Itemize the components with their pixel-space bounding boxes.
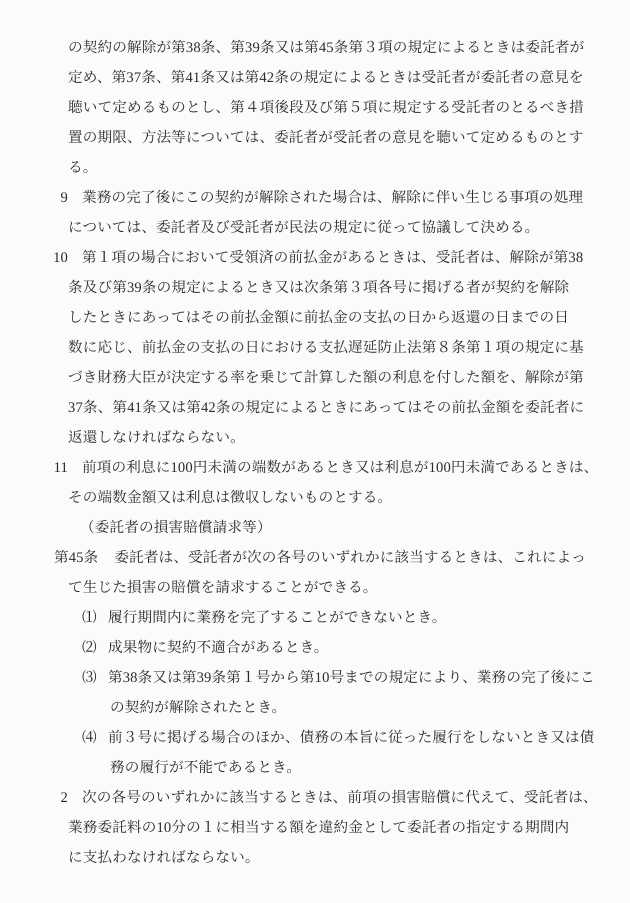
list-item xyxy=(40,633,570,663)
paragraph-text: 委託者は、受託者が次の各号のいずれかに該当するときは、これによっ xyxy=(114,550,587,566)
paragraph-number: 10 xyxy=(53,250,68,266)
paragraph-8-continuation xyxy=(40,33,585,183)
paragraph-text: 前項の利息に100円未満の端数があるとき又は利息が100円未満であるときは、 xyxy=(82,460,599,476)
item-text: 成果物に契約不適合があるとき。 xyxy=(108,640,329,656)
text-line: づき財務大臣が決定する率を乗じて計算した額の利息を付した額を、解除が第 xyxy=(68,370,584,386)
paragraph-text: 第１項の場合において受領済の前払金があるときは、受託者は、解除が第38 xyxy=(82,250,584,266)
text-line: については、委託者及び受託者が民法の規定に従って協議して決める。 xyxy=(68,220,540,236)
text-line xyxy=(40,783,598,813)
paragraph-number: 11 xyxy=(53,460,68,476)
text-line: る。 xyxy=(68,160,98,176)
list-item xyxy=(40,663,595,693)
text-line: 定め、第37条、第41条又は第42条の規定によるときは受託者が委託者の意見を xyxy=(68,70,584,86)
item-marker: ⑵ xyxy=(82,640,97,656)
text-line xyxy=(40,543,587,573)
paragraph-11 xyxy=(40,453,599,513)
text-line: 37条、第41条又は第42条の規定によるときにあってはその前払金額を委託者に xyxy=(68,400,585,416)
article-45 xyxy=(40,513,598,873)
text-line: の契約の解除が第38条、第39条又は第45条第３項の規定によるときは委託者が xyxy=(68,40,585,56)
item-marker: ⑴ xyxy=(82,610,97,626)
paragraph-text: 業務の完了後にこの契約が解除された場合は、解除に伴い生じる事項の処理 xyxy=(82,190,584,206)
text-line xyxy=(40,183,584,213)
item-marker: ⑶ xyxy=(82,670,97,686)
text-line: 置の期限、方法等については、委託者が受託者の意見を聴いて定めるものとす xyxy=(68,130,584,146)
text-line xyxy=(40,453,599,483)
text-line: て生じた損害の賠償を請求することができる。 xyxy=(68,580,378,596)
text-line: その端数金額又は利息は徴収しないものとする。 xyxy=(68,490,393,506)
item-text: 第38条又は第39条第１号から第10号までの規定により、業務の完了後にこ xyxy=(108,670,595,686)
text-line: 務の履行が不能であるとき。 xyxy=(110,760,302,776)
text-line: 条及び第39条の規定によるとき又は次条第３項各号に掲げる者が契約を解除 xyxy=(68,280,570,296)
text-line: 返還しなければならない。 xyxy=(68,430,245,446)
item-text: 前３号に掲げる場合のほか、債務の本旨に従った履行をしないとき又は債 xyxy=(108,730,595,746)
paragraph-number: 9 xyxy=(60,190,68,206)
item-marker: ⑷ xyxy=(82,730,97,746)
text-line: に支払わなければならない。 xyxy=(68,850,260,866)
text-line: の契約が解除されたとき。 xyxy=(110,700,287,716)
text-line: したときにあってはその前払金額に前払金の支払の日から返還の日までの日 xyxy=(68,310,570,326)
paragraph-9 xyxy=(40,183,584,243)
item-text: 履行期間内に業務を完了することができないとき。 xyxy=(108,610,447,626)
text-line xyxy=(40,243,584,273)
paragraph-10 xyxy=(40,243,585,453)
text-line: 聴いて定めるものとし、第４項後段及び第５項に規定する受託者のとるべき措 xyxy=(68,100,584,116)
article-heading: （委託者の損害賠償請求等） xyxy=(80,520,272,536)
paragraph-text: 次の各号のいずれかに該当するときは、前項の損害賠償に代えて、受託者は、 xyxy=(82,790,598,806)
list-item xyxy=(40,603,570,633)
list-item xyxy=(40,723,595,753)
paragraph-number: 2 xyxy=(60,790,68,806)
text-line: 業務委託料の10分の１に相当する額を違約金として委託者の指定する期間内 xyxy=(68,820,570,836)
text-line: 数に応じ、前払金の支払の日における支払遅延防止法第８条第１項の規定に基 xyxy=(68,340,584,356)
article-number: 第45条 xyxy=(54,550,99,566)
